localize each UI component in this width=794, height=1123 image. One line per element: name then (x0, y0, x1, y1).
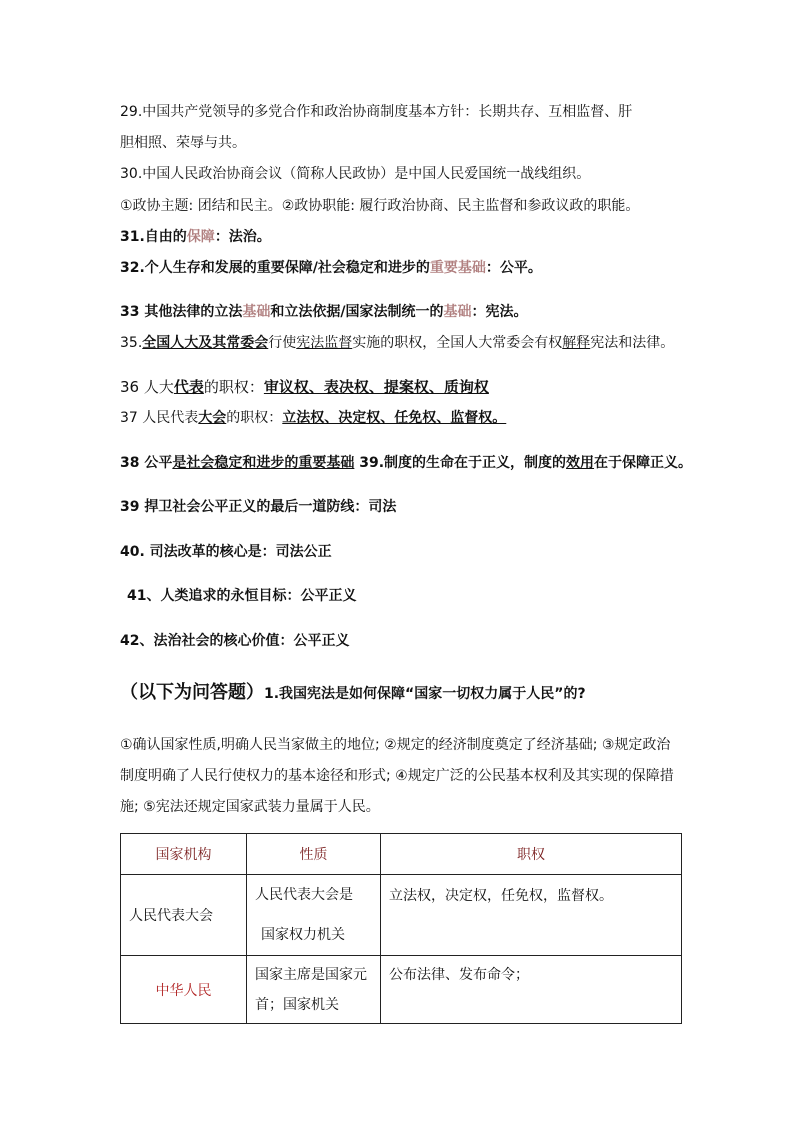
item-36-keyword: 代表 (173, 378, 204, 396)
item-33-keyword2: 基础 (443, 304, 472, 320)
item-38-keyword2: 效用 (566, 455, 595, 471)
table-cell-powers: 立法权，决定权，任免权，监督权。 (381, 875, 682, 956)
item-32-answer: ：公平。 (485, 260, 542, 276)
item-41: 41、人类追求的永恒目标：公平正义 (127, 588, 357, 604)
qa-heading: （以下为问答题） (120, 682, 264, 703)
item-30-line1: 30.中国人民政治协商会议（简称人民政协）是中国人民爱国统一战线组织。 (120, 166, 591, 182)
item-31-text: 31.自由的 (120, 229, 187, 245)
item-38 (120, 453, 692, 473)
item-37-keyword: 大会 (198, 410, 227, 426)
item-33-answer: ：宪法。 (471, 304, 528, 320)
item-37-text1: 37 人民代表 (120, 410, 199, 426)
qa-answer: ①确认国家性质,明确人民当家做主的地位; ②规定的经济制度奠定了经济基础; ③规定政治制度明确了人民行使权力的基本途径和形式; ④规定广泛的公民基本权利及其实现的保障措施; ⑤宪法还规定国家武装力量属于人民。 (120, 737, 674, 815)
item-35-text2: 实施的职权，全国人大常委会有权 (352, 335, 563, 351)
table-cell-nature-line1: 国家主席是国家元 (255, 966, 367, 983)
item-31-answer: ：法治。 (214, 229, 271, 245)
table-header-row (121, 834, 682, 875)
table-cell-nature-line2: 国家权力机关 (261, 927, 345, 943)
item-37-text2: 的职权： (226, 410, 283, 426)
item-38-text1: 38 公平 (120, 455, 173, 471)
item-35-keyword1: 宪法监督 (296, 335, 353, 351)
item-31-keyword: 保障 (186, 229, 215, 245)
table-cell-nature (247, 875, 381, 956)
item-39: 39 捍卫社会公平正义的最后一道防线：司法 (120, 499, 397, 515)
item-33-text1: 33 其他法律的立法 (120, 304, 243, 320)
item-33 (120, 302, 527, 322)
table-header-powers: 职权 (381, 834, 682, 875)
table-cell-nature (247, 956, 381, 1024)
item-33-keyword1: 基础 (242, 304, 271, 320)
item-36-text2: 的职权： (203, 378, 264, 396)
item-32 (120, 258, 542, 278)
table-cell-nature-line1: 人民代表大会是 (255, 887, 353, 903)
item-42: 42、法治社会的核心价值：公平正义 (120, 633, 350, 649)
item-35-num: 35. (120, 335, 143, 351)
item-32-keyword: 重要基础 (429, 260, 486, 276)
table-row (121, 956, 682, 1024)
item-38-keyword: 是社会稳定和进步的重要基础 (172, 455, 355, 471)
item-33-text2: 和立法依据/国家法制统一的 (270, 304, 444, 320)
item-35-text1: 行使 (268, 335, 297, 351)
item-37-answer: 立法权、决定权、任免权、监督权。 (282, 410, 507, 426)
item-29-line1: 29.中国共产党领导的多党合作和政治协商制度基本方针：长期共存、互相监督、肝 (120, 104, 633, 120)
item-31 (120, 227, 271, 247)
table-cell-org: 中华人民 (121, 956, 247, 1024)
table-header-nature: 性质 (247, 834, 381, 875)
item-38-text3: 在于保障正义。 (594, 455, 693, 471)
table-cell-nature-line2: 首；国家机关 (255, 996, 339, 1013)
item-35 (120, 333, 674, 353)
table-cell-org: 人民代表大会 (121, 875, 247, 956)
item-30-line2: ①政协主题: 团结和民主。②政协职能: 履行政治协商、民主监督和参政议政的职能。 (120, 198, 640, 214)
item-35-subject: 全国人大及其常委会 (142, 335, 269, 351)
qa-heading-line (120, 680, 586, 707)
table-row (121, 875, 682, 956)
item-36 (120, 377, 489, 397)
item-32-text: 32.个人生存和发展的重要保障/社会稳定和进步的 (120, 260, 430, 276)
item-35-keyword2: 解释 (562, 335, 591, 351)
item-29-line2: 胆相照、荣辱与共。 (120, 135, 246, 151)
item-37 (120, 408, 506, 428)
item-40: 40. 司法改革的核心是：司法公正 (120, 544, 332, 560)
item-36-answer: 审议权、表决权、提案权、质询权 (263, 378, 489, 396)
state-organs-table (120, 833, 682, 1024)
table-header-org: 国家机构 (121, 834, 247, 875)
item-38-text2: 39.制度的生命在于正义，制度的 (354, 455, 567, 471)
table-cell-powers: 公布法律、发布命令； (381, 956, 682, 1024)
item-35-text3: 宪法和法律。 (590, 335, 675, 351)
item-36-text1: 36 人大 (120, 378, 174, 396)
qa-question: 1.我国宪法是如何保障“国家一切权力属于人民”的? (264, 686, 586, 702)
